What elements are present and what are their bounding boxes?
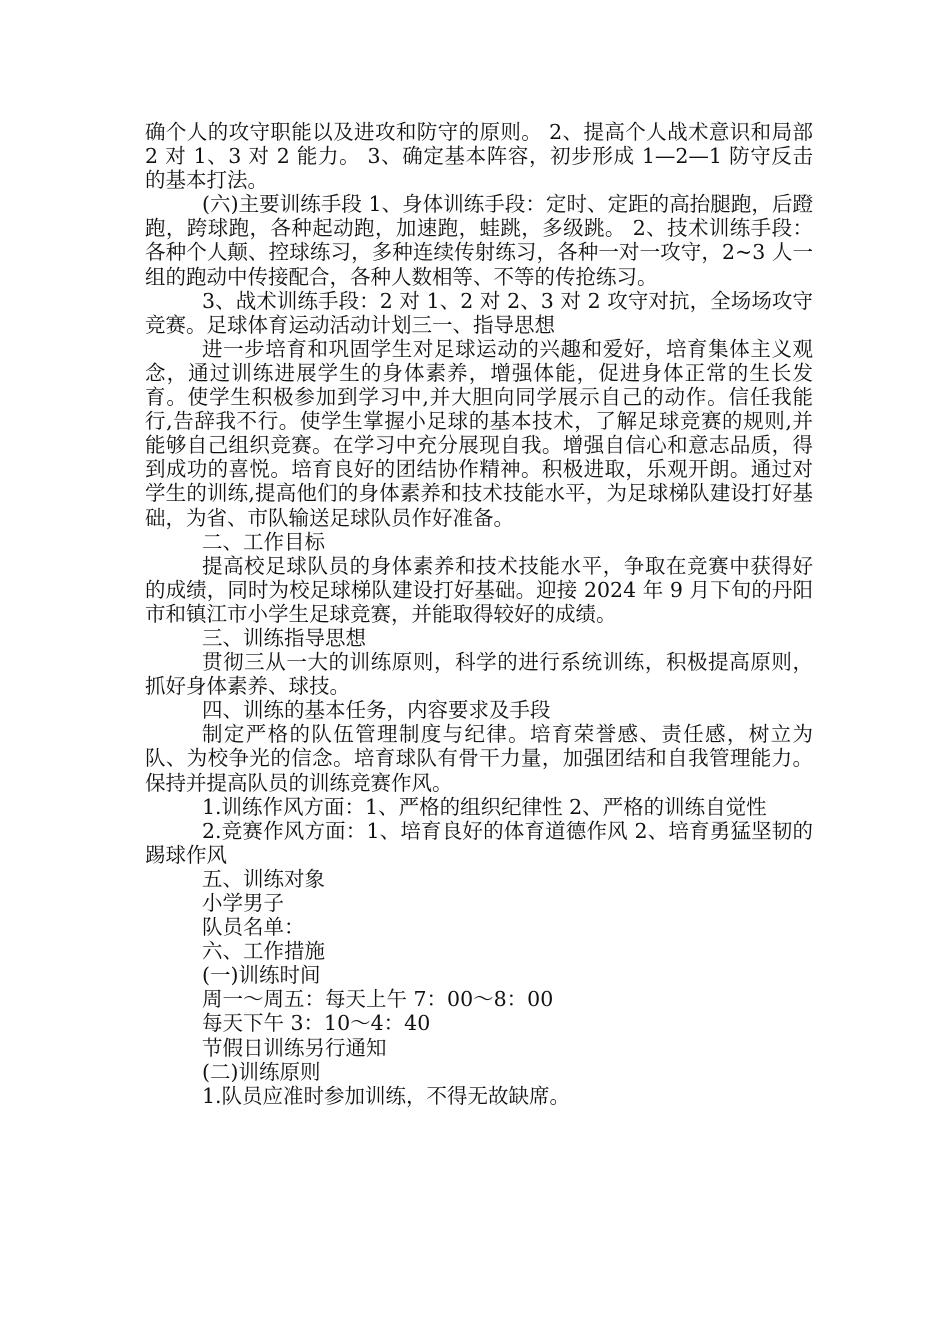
paragraph-primary-boys: 小学男子 — [202, 891, 284, 915]
paragraph-tactics-goals: 确个人的攻守职能以及进攻和防守的原则。 2、提高个人战术意识和局部 2 对 1、3 对 2 能力。 3、确定基本阵容，初步形成 1—2—1 防守反击的基本打法。 — [145, 120, 813, 193]
heading-work-goals: 二、工作目标 — [202, 529, 325, 554]
heading-work-measures: 六、工作措施 — [202, 939, 325, 964]
paragraph-attendance-rule: 1.队员应准时参加训练，不得无故缺席。 — [202, 1083, 571, 1108]
paragraph-roster-label: 队员名单： — [202, 915, 305, 940]
paragraph-guiding-ideology: 进一步培育和巩固学生对足球运动的兴趣和爱好，培育集体主义观念，通过训练进展学生的身体素养，增强体能，促进身体正常的生长发育。使学生积极参加到学习中,并大胆向同学展示自己的动作。信任我能行,告辞我不行。使学生掌握小足球的基本技术，了解足球竞赛的规则,并能够自己组织竞赛。在学习中充分展现自我。增强自信心和意志品质，得到成功的喜悦。培育良好的团结协作精神。积极进取，乐观开朗。通过对学生的训练,提高他们的身体素养和技术技能水平，为足球梯队建设打好基础，为省、市队输送足球队员作好准备。 — [145, 336, 813, 530]
heading-training-time: (一)训练时间 — [202, 963, 321, 988]
paragraph-holiday-notice: 节假日训练另行通知 — [202, 1035, 387, 1060]
paragraph-training-ideology: 贯彻三从一大的训练原则，科学的进行系统训练，积极提高原则，抓好身体素养、球技。 — [145, 650, 813, 699]
paragraph-weekday-morning: 周一～周五：每天上午 7：00～8：00 — [202, 987, 554, 1012]
paragraph-basic-tasks: 制定严格的队伍管理制度与纪律。培育荣誉感、责任感，树立为队、为校争光的信念。培育球队有骨干力量，加强团结和自我管理能力。保持并提高队员的训练竞赛作风。 — [145, 722, 813, 795]
heading-basic-tasks: 四、训练的基本任务，内容要求及手段 — [202, 698, 551, 723]
paragraph-work-goals: 提高校足球队员的身体素养和技术技能水平，争取在竞赛中获得好的成绩，同时为校足球梯队建设打好基础。迎接 2024 年 9 月下旬的丹阳市和镇江市小学生足球竞赛，并能取得较好的成绩。 — [145, 553, 813, 626]
paragraph-afternoon: 每天下午 3：10～4：40 — [202, 1011, 431, 1036]
heading-training-targets: 五、训练对象 — [202, 866, 325, 891]
heading-training-ideology: 三、训练指导思想 — [202, 625, 366, 650]
document-body — [145, 120, 813, 1108]
paragraph-training-style: 1.训练作风方面：1、严格的组织纪律性 2、严格的训练自觉性 — [202, 794, 767, 819]
paragraph-training-methods: (六)主要训练手段 1、身体训练手段：定时、定距的高抬腿跑，后蹬跑，跨球跑，各种起动跑，加速跑，蛙跳，多级跳。 2、技术训练手段：各种个人颠、控球练习，多种连续传射练习，各种一对一攻守，2~3 人一组的跑动中传接配合，各种人数相等、不等的传抢练习。 — [145, 192, 813, 289]
heading-training-principles: (二)训练原则 — [202, 1059, 321, 1084]
paragraph-competition-style: 2.竞赛作风方面：1、培育良好的体育道德作风 2、培育勇猛坚韧的踢球作风 — [145, 818, 813, 867]
paragraph-tactical-training: 3、战术训练手段：2 对 1、2 对 2、3 对 2 攻守对抗，全场场攻守竞赛。足球体育运动活动计划三一、指导思想 — [145, 288, 813, 337]
